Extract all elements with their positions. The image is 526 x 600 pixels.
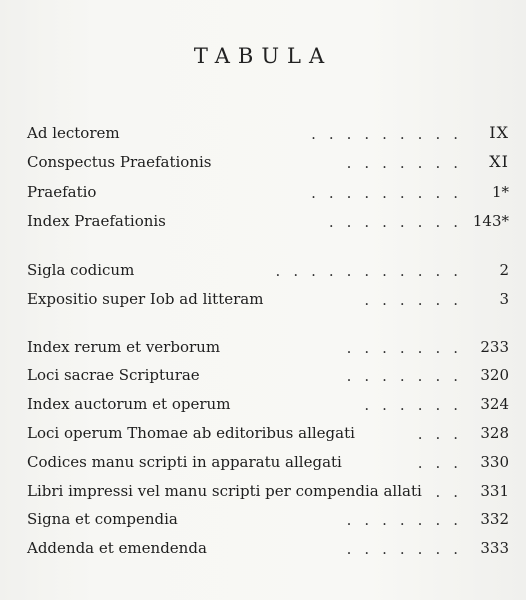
dot-leader: .........	[311, 184, 471, 202]
toc-entry-text: Signa et compendia	[27, 510, 178, 528]
dot-leader: .......	[346, 339, 471, 357]
toc-entry-loci-sacrae-scripturae	[27, 364, 511, 386]
toc-entry-page: 1*	[491, 183, 509, 201]
toc-entry-page: 320	[480, 366, 509, 384]
toc-entry-text: Loci operum Thomae ab editoribus allegati	[27, 424, 355, 442]
dot-leader: ...........	[275, 262, 471, 280]
toc-entry-sigla-codicum	[27, 259, 511, 281]
toc-entry-page: 332	[480, 510, 509, 528]
toc-entry-text: Index rerum et verborum	[27, 338, 221, 356]
toc-entry-page: 333	[480, 539, 509, 557]
toc-entry-page: 233	[480, 338, 509, 356]
dot-leader: ........	[328, 213, 471, 231]
dot-leader: .......	[346, 511, 471, 529]
toc-entry-page: XI	[489, 152, 509, 171]
dot-leader: .........	[311, 125, 471, 143]
toc-entry-praefatio	[27, 181, 511, 203]
toc-entry-text: Index auctorum et operum	[27, 395, 231, 413]
toc-entry-text: Index Praefationis	[27, 212, 166, 230]
dot-leader: .......	[346, 154, 471, 172]
toc-entry-page: 143*	[472, 212, 509, 230]
toc-entry-index-auctorum	[27, 393, 511, 415]
toc-entry-text: Libri impressi vel manu scripti per compendia allati	[27, 482, 422, 500]
toc-entry-text: Praefatio	[27, 183, 97, 201]
toc-entry-text: Loci sacrae Scripturae	[27, 366, 200, 384]
toc-entry-loci-operum-thomae	[27, 422, 511, 444]
toc-entry-codices-manu-scripti	[27, 451, 511, 473]
dot-leader: ......	[364, 291, 471, 309]
toc-entry-signa-et-compendia	[27, 508, 511, 530]
dot-leader: ...	[417, 425, 471, 443]
toc-entry-page: 328	[480, 424, 509, 442]
toc-entry-text: Sigla codicum	[27, 261, 135, 279]
toc-entry-ad-lectorem	[27, 122, 511, 144]
toc-entry-page: 331	[480, 482, 509, 500]
toc-entry-addenda-et-emendenda	[27, 537, 511, 559]
toc-entry-page: 3	[499, 290, 509, 308]
toc-entry-page: 324	[480, 395, 509, 413]
toc-entry-text: Codices manu scripti in apparatu allegati	[27, 453, 342, 471]
dot-leader: ..	[435, 483, 471, 501]
dot-leader: ......	[364, 396, 471, 414]
toc-entry-text: Conspectus Praefationis	[27, 153, 212, 171]
toc-entry-page: 2	[499, 261, 509, 279]
toc-entry-text: Addenda et emendenda	[27, 539, 207, 557]
dot-leader: .......	[346, 367, 471, 385]
dot-leader: ...	[417, 454, 471, 472]
toc-entry-text: Expositio super Iob ad litteram	[27, 290, 264, 308]
toc-entry-index-praefationis	[27, 210, 511, 232]
page-title: TABULA	[193, 44, 333, 68]
toc-entry-expositio-super-iob	[27, 288, 511, 310]
toc-entry-conspectus-praefationis	[27, 151, 511, 173]
toc-entry-page: IX	[489, 123, 509, 142]
toc-entry-page: 330	[480, 453, 509, 471]
toc-entry-libri-impressi	[27, 480, 511, 502]
dot-leader: .......	[346, 540, 471, 558]
toc-entry-text: Ad lectorem	[27, 124, 120, 142]
toc-entry-index-rerum	[27, 336, 511, 358]
